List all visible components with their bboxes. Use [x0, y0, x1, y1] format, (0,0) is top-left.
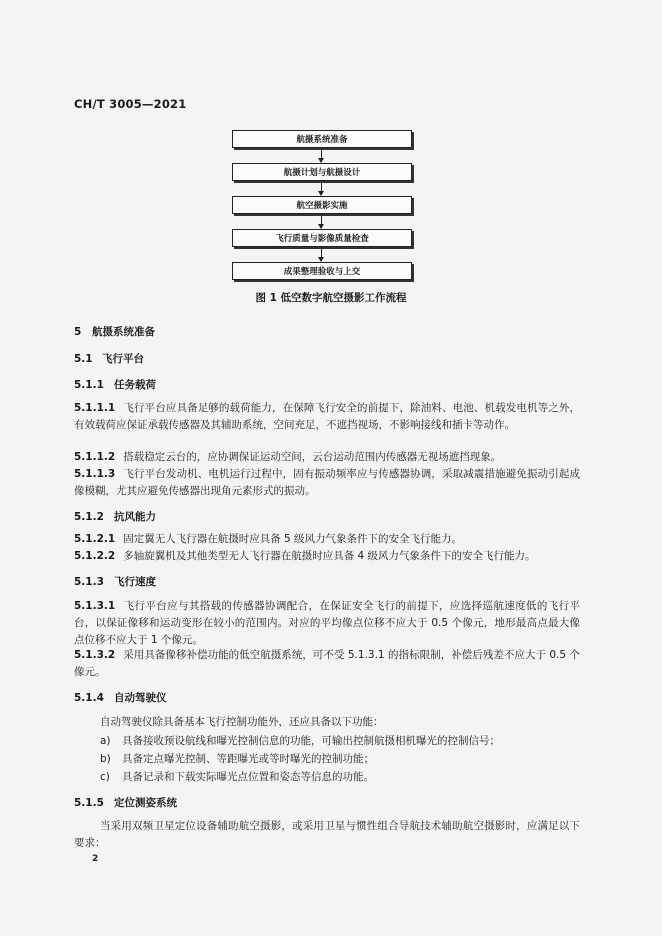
- flow-arrow-icon: [321, 150, 322, 162]
- clause-number: 5.1.1.1: [74, 402, 116, 414]
- flow-arrow-icon: [321, 249, 322, 261]
- list-marker: c): [100, 771, 110, 783]
- figure-caption: 图 1 低空数字航空摄影工作流程: [255, 292, 407, 304]
- clause-number: 5.1.2.1: [74, 533, 116, 545]
- section-title: 自动驾驶仪: [114, 692, 167, 704]
- section-heading-5-1-2: [74, 509, 156, 524]
- list-marker: a): [100, 735, 111, 747]
- section-number: 5.1.2: [74, 511, 104, 523]
- clause-text: 采用具备像移补偿功能的低空航摄系统，可不受 5.1.3.1 的指标限制，补偿后残差不应大于 0.5 个像元。: [74, 649, 580, 678]
- clause-5-1-3-1: [74, 598, 580, 649]
- section-heading-5-1-5: [74, 795, 177, 810]
- section-title: 飞行速度: [114, 576, 156, 588]
- flow-step-5: 成果整理验收与上交: [232, 262, 412, 280]
- section-number: 5.1: [74, 353, 93, 365]
- clause-text: 飞行平台发动机、电机运行过程中，固有振动频率应与传感器协调，采取减震措施避免振动引起成像模糊，尤其应避免传感器出现角元素形式的振动。: [74, 468, 580, 497]
- clause-text: 搭载稳定云台的，应协调保证运动空间，云台运动范围内传感器无视场遮挡现象。: [123, 451, 502, 463]
- list-text: 具备接收预设航线和曝光控制信息的功能，可输出控制航摄相机曝光的控制信号；: [122, 735, 500, 747]
- clause-5-1-2-2: [74, 548, 580, 565]
- flow-arrow-icon: [321, 183, 322, 195]
- clause-number: 5.1.3.1: [74, 600, 116, 612]
- clause-5-1-3-2: [74, 647, 580, 681]
- positioning-intro: 当采用双频卫星定位设备辅助航空摄影，或采用卫星与惯性组合导航技术辅助航空摄影时，应满足以下要求：: [74, 820, 580, 849]
- list-text: 具备记录和下载实际曝光点位置和姿态等信息的功能。: [122, 771, 374, 783]
- clause-number: 5.1.3.2: [74, 649, 116, 661]
- clause-5-1-1-1: [74, 400, 580, 434]
- list-text: 具备定点曝光控制、等距曝光或等时曝光的控制功能；: [122, 753, 374, 765]
- section-heading-5: [74, 324, 155, 339]
- clause-text: 飞行平台应具备足够的载荷能力，在保障飞行安全的前提下，除油料、电池、机载发电机等之外，有效载荷应保证承载传感器及其辅助系统，空间充足，不遮挡视场，不影响接线和插卡等动作。: [74, 402, 580, 431]
- clause-5-1-2-1: [74, 531, 580, 548]
- flow-step-3: 航空摄影实施: [232, 196, 412, 214]
- section-title: 航摄系统准备: [92, 326, 155, 338]
- section-number: 5.1.4: [74, 692, 104, 704]
- section-heading-5-1-4: [74, 690, 167, 705]
- section-title: 定位测姿系统: [114, 797, 177, 809]
- clause-5-1-1-3: [74, 466, 580, 500]
- section-title: 抗风能力: [114, 511, 156, 523]
- section-heading-5-1-3: [74, 574, 156, 589]
- list-item: [100, 751, 374, 766]
- page-number: 2: [92, 854, 99, 864]
- section-number: 5.1.1: [74, 379, 104, 391]
- autopilot-intro: 自动驾驶仪除具备基本飞行控制功能外，还应具备以下功能：: [100, 716, 384, 728]
- list-marker: b): [100, 753, 111, 765]
- clause-number: 5.1.1.3: [74, 468, 116, 480]
- clause-number: 5.1.1.2: [74, 451, 116, 463]
- section-number: 5: [74, 326, 82, 338]
- clause-text: 固定翼无人飞行器在航摄时应具备 5 级风力气象条件下的安全飞行能力。: [123, 533, 463, 545]
- clause-text: 飞行平台应与其搭载的传感器协调配合，在保证安全飞行的前提下，应选择巡航速度低的飞行平台，以保证像移和运动变形在较小的范围内。对应的平均像点位移不应大于 0.5 个像元，地形最高点最大像点位移不应大于 1 个像元。: [74, 600, 580, 646]
- section-title: 任务载荷: [114, 379, 156, 391]
- section-heading-5-1-1: [74, 377, 156, 392]
- section-number: 5.1.5: [74, 797, 104, 809]
- section-heading-5-1: [74, 351, 144, 366]
- clause-5-1-1-2: [74, 449, 580, 466]
- section-title: 飞行平台: [102, 353, 144, 365]
- clause-text: 多轴旋翼机及其他类型无人飞行器在航摄时应具备 4 级风力气象条件下的安全飞行能力。: [123, 550, 536, 562]
- list-item: [100, 733, 500, 748]
- clause-number: 5.1.2.2: [74, 550, 116, 562]
- flow-step-1: 航摄系统准备: [232, 130, 412, 148]
- flow-step-2: 航摄计划与航摄设计: [232, 163, 412, 181]
- workflow-flowchart: [232, 130, 412, 280]
- list-item: [100, 769, 374, 784]
- flow-arrow-icon: [321, 216, 322, 228]
- standard-code-header: CH/T 3005—2021: [74, 97, 187, 111]
- section-number: 5.1.3: [74, 576, 104, 588]
- flow-step-4: 飞行质量与影像质量检查: [232, 229, 412, 247]
